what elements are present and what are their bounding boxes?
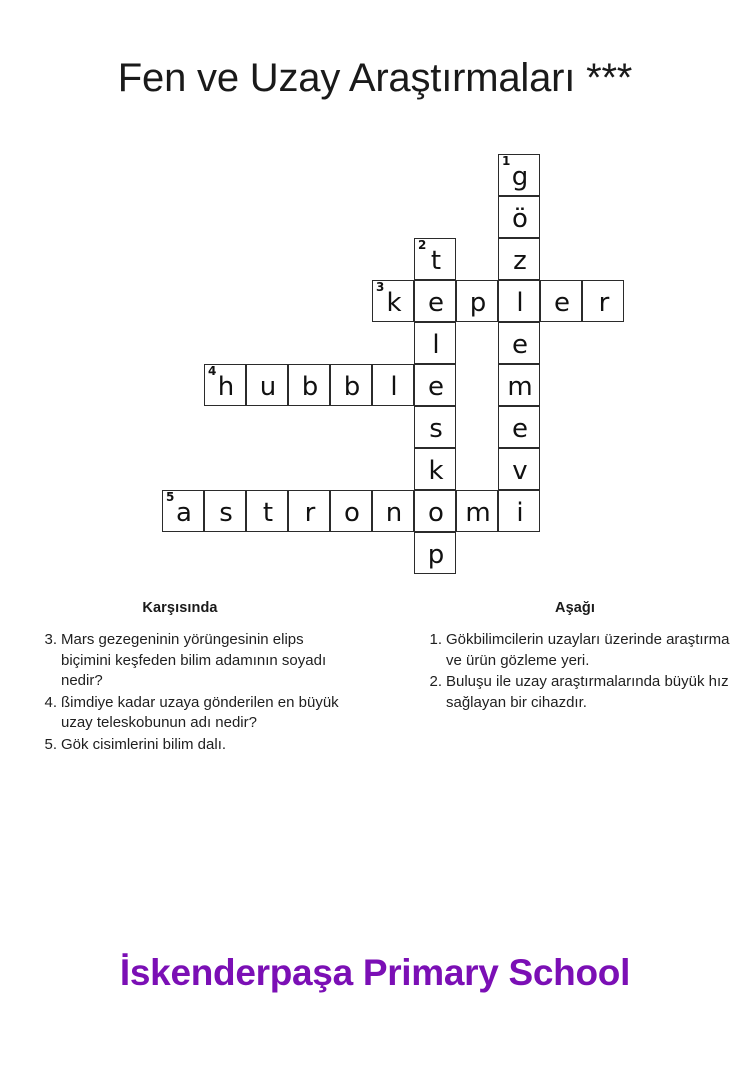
crossword-cell-letter: l bbox=[516, 288, 524, 318]
across-clue-list bbox=[35, 630, 355, 755]
crossword-cell-letter: m bbox=[507, 372, 533, 402]
crossword-cell-letter: e bbox=[428, 288, 444, 318]
crossword-cell-letter: r bbox=[598, 288, 610, 318]
crossword-cell[interactable] bbox=[414, 406, 456, 448]
crossword-cell[interactable] bbox=[372, 280, 414, 322]
crossword-cell[interactable] bbox=[246, 364, 288, 406]
crossword-cell[interactable] bbox=[288, 490, 330, 532]
crossword-cell[interactable] bbox=[414, 490, 456, 532]
crossword-cell-letter: a bbox=[176, 498, 192, 528]
across-clue-number: 5. bbox=[44, 735, 57, 753]
crossword-cell[interactable] bbox=[498, 280, 540, 322]
crossword-cell-number: 4 bbox=[208, 364, 217, 378]
crossword-cell[interactable] bbox=[498, 196, 540, 238]
crossword-cell[interactable] bbox=[372, 364, 414, 406]
across-clue-text: ßimdiye kadar uzaya gönderilen en büyük uzay teleskobunun adı nedir? bbox=[61, 693, 339, 731]
school-name-footer: İskenderpaşa Primary School bbox=[119, 952, 631, 993]
crossword-cell-number: 1 bbox=[502, 154, 511, 168]
crossword-cell[interactable] bbox=[246, 490, 288, 532]
crossword-cell-letter: p bbox=[469, 288, 487, 318]
crossword-cell-letter: ö bbox=[512, 204, 528, 234]
crossword-cell[interactable] bbox=[498, 238, 540, 280]
across-clue-item bbox=[35, 735, 355, 756]
across-clue-text: Gök cisimlerini bilim dalı. bbox=[61, 735, 227, 753]
crossword-cell[interactable] bbox=[414, 322, 456, 364]
crossword-cell-letter: m bbox=[465, 498, 491, 528]
down-clues-column bbox=[420, 600, 740, 714]
crossword-cell[interactable] bbox=[456, 280, 498, 322]
crossword-cell-letter: i bbox=[516, 498, 524, 528]
crossword-cell-letter: k bbox=[386, 288, 402, 318]
crossword-cell[interactable] bbox=[288, 364, 330, 406]
crossword-cell[interactable] bbox=[414, 280, 456, 322]
crossword-cell-number: 2 bbox=[418, 238, 427, 252]
crossword-cell-letter: n bbox=[385, 498, 403, 528]
crossword-cell-letter: o bbox=[428, 498, 444, 528]
crossword-cell-letter: e bbox=[512, 414, 528, 444]
crossword-cell-letter: l bbox=[432, 330, 440, 360]
across-clue-number: 4. bbox=[44, 693, 57, 711]
crossword-cell-letter: s bbox=[429, 414, 443, 444]
crossword-cell-letter: t bbox=[262, 498, 274, 528]
down-clue-number: 2. bbox=[429, 673, 442, 690]
crossword-cell[interactable] bbox=[540, 280, 582, 322]
crossword-cell-letter: o bbox=[344, 498, 360, 528]
crossword-cell[interactable] bbox=[498, 154, 540, 196]
crossword-cell-letter: h bbox=[217, 372, 235, 402]
clues-section bbox=[0, 600, 750, 830]
crossword-cell[interactable] bbox=[498, 322, 540, 364]
across-clues-column bbox=[35, 600, 355, 756]
crossword-cell-number: 3 bbox=[376, 280, 385, 294]
crossword-cell-letter: k bbox=[428, 456, 444, 486]
down-clue-text: Buluşu ile uzay araştırmalarında büyük hız sağlayan bir cihazdır. bbox=[446, 673, 729, 711]
down-clue-item bbox=[420, 672, 740, 713]
crossword-cell[interactable] bbox=[498, 490, 540, 532]
crossword-cell-letter: t bbox=[430, 246, 442, 276]
crossword-cell-letter: l bbox=[390, 372, 398, 402]
crossword-cell[interactable] bbox=[498, 448, 540, 490]
crossword-cell-letter: v bbox=[512, 456, 528, 486]
across-clues-heading: Karşısında bbox=[142, 600, 218, 616]
crossword-cell[interactable] bbox=[498, 406, 540, 448]
crossword-cell[interactable] bbox=[414, 448, 456, 490]
crossword-cell-letter: e bbox=[512, 330, 528, 360]
crossword-cell[interactable] bbox=[414, 364, 456, 406]
crossword-cell-letter: e bbox=[428, 372, 444, 402]
crossword-cell[interactable] bbox=[456, 490, 498, 532]
crossword-cell[interactable] bbox=[204, 490, 246, 532]
crossword-cell-letter: z bbox=[513, 246, 527, 276]
crossword-cell-letter: s bbox=[219, 498, 233, 528]
down-clues-heading: Aşağı bbox=[555, 600, 595, 616]
across-clue-text: Mars gezegeninin yörüngesinin elips biçimini keşfeden bilim adamının soyadı nedir? bbox=[61, 631, 327, 689]
crossword-cell[interactable] bbox=[330, 490, 372, 532]
down-clue-text: Gökbilimcilerin uzayları üzerinde araştırma ve ürün gözleme yeri. bbox=[446, 631, 730, 669]
across-clue-item bbox=[35, 630, 355, 692]
crossword-cell[interactable] bbox=[372, 490, 414, 532]
crossword-cell-letter: r bbox=[304, 498, 316, 528]
down-clue-number: 1. bbox=[429, 631, 442, 648]
crossword-cell-letter: p bbox=[427, 540, 445, 570]
crossword-cell[interactable] bbox=[330, 364, 372, 406]
down-clue-item bbox=[420, 630, 740, 671]
down-clue-list bbox=[420, 630, 740, 713]
crossword-cell[interactable] bbox=[162, 490, 204, 532]
crossword-cell-letter: b bbox=[343, 372, 361, 402]
crossword-cell-number: 5 bbox=[166, 490, 175, 504]
crossword-cell[interactable] bbox=[582, 280, 624, 322]
crossword-cell[interactable] bbox=[414, 532, 456, 574]
crossword-cell-letter: b bbox=[301, 372, 319, 402]
crossword-cell-letter: u bbox=[259, 372, 277, 402]
crossword-cell[interactable] bbox=[414, 238, 456, 280]
across-clue-item bbox=[35, 693, 355, 734]
across-clue-number: 3. bbox=[44, 631, 57, 648]
crossword-cell[interactable] bbox=[498, 364, 540, 406]
crossword-cell[interactable] bbox=[204, 364, 246, 406]
crossword-cell-letter: g bbox=[511, 162, 529, 192]
crossword-cell-letter: e bbox=[554, 288, 570, 318]
page-title: Fen ve Uzay Araştırmaları *** bbox=[117, 56, 633, 100]
